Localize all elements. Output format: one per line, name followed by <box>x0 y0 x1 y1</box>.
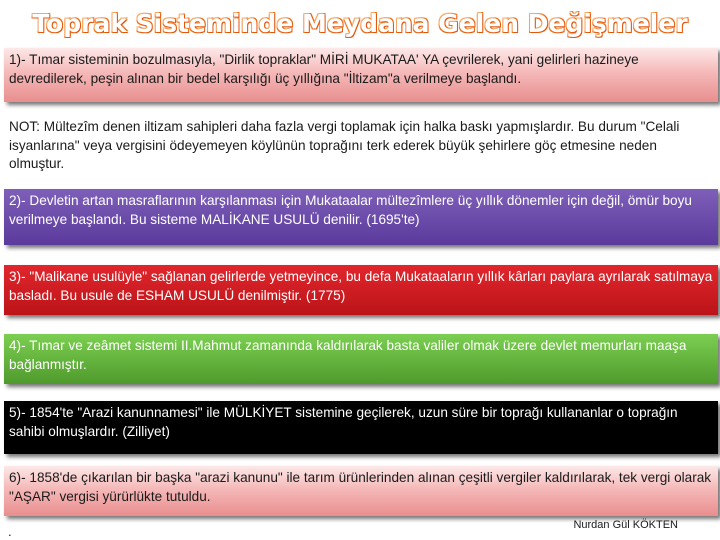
item-box-6: 6)- 1858'de çıkarılan bir başka "arazi kanunu" ile tarım ürünlerinden alınan çeşitli vergiler kaldırılarak, tek vergi olarak "AŞAR" vergisi yürürlükte tutuldu. <box>4 466 718 516</box>
footer-mark: . <box>8 524 12 539</box>
item-box-2: 2)- Devletin artan masraflarının karşılanması için Mukataalar mültezîmlere üç yıllık dönemler için değil, ömür boyu verilmeye başlandı. Bu sisteme MALİKANE USULÜ denilir. (1695'te) <box>4 189 718 245</box>
author-name: Nurdan Gül KÖKTEN <box>573 519 678 531</box>
item-box-1: 1)- Tımar sisteminin bozulmasıyla, "Dirlik topraklar" MİRİ MUKATAA' YA çevrilerek, yani gelirleri hazineye devredilerek, peşin alınan bir bedel karşılığı üç yıllığına "İltizam"a verilmeye başlandı. <box>4 48 718 102</box>
note-box: NOT: Mültezîm denen iltizam sahipleri daha fazla vergi toplamak için halka baskı yapmışlardır. Bu durum "Celali isyanlarına" veya vergisini ödeyemeyen köylünün toprağını terk ederek büyük şehirlere göç etmesine neden olmuştur. <box>4 116 718 178</box>
page-title: Toprak Sisteminde Meydana Gelen Değişmeler <box>0 4 720 44</box>
item-box-3: 3)- "Malikane usulüyle" sağlanan gelirlerde yetmeyince, bu defa Mukataaların yıllık kârları paylara ayrılarak satılmaya basladı. Bu usule de ESHAM USULÜ denilmiştir. (1775) <box>4 265 718 315</box>
item-box-4: 4)- Tımar ve zeâmet sistemi II.Mahmut zamanında kaldırılarak basta valiler olmak üzere devlet memurları maaşa bağlanmıştır. <box>4 334 718 384</box>
item-box-5: 5)- 1854'te "Arazi kanunnamesi" ile MÜLKİYET sistemine geçilerek, uzun süre bir toprağı kullananlar o toprağın sahibi olmuşlardır. (Zilliyet) <box>4 401 718 454</box>
